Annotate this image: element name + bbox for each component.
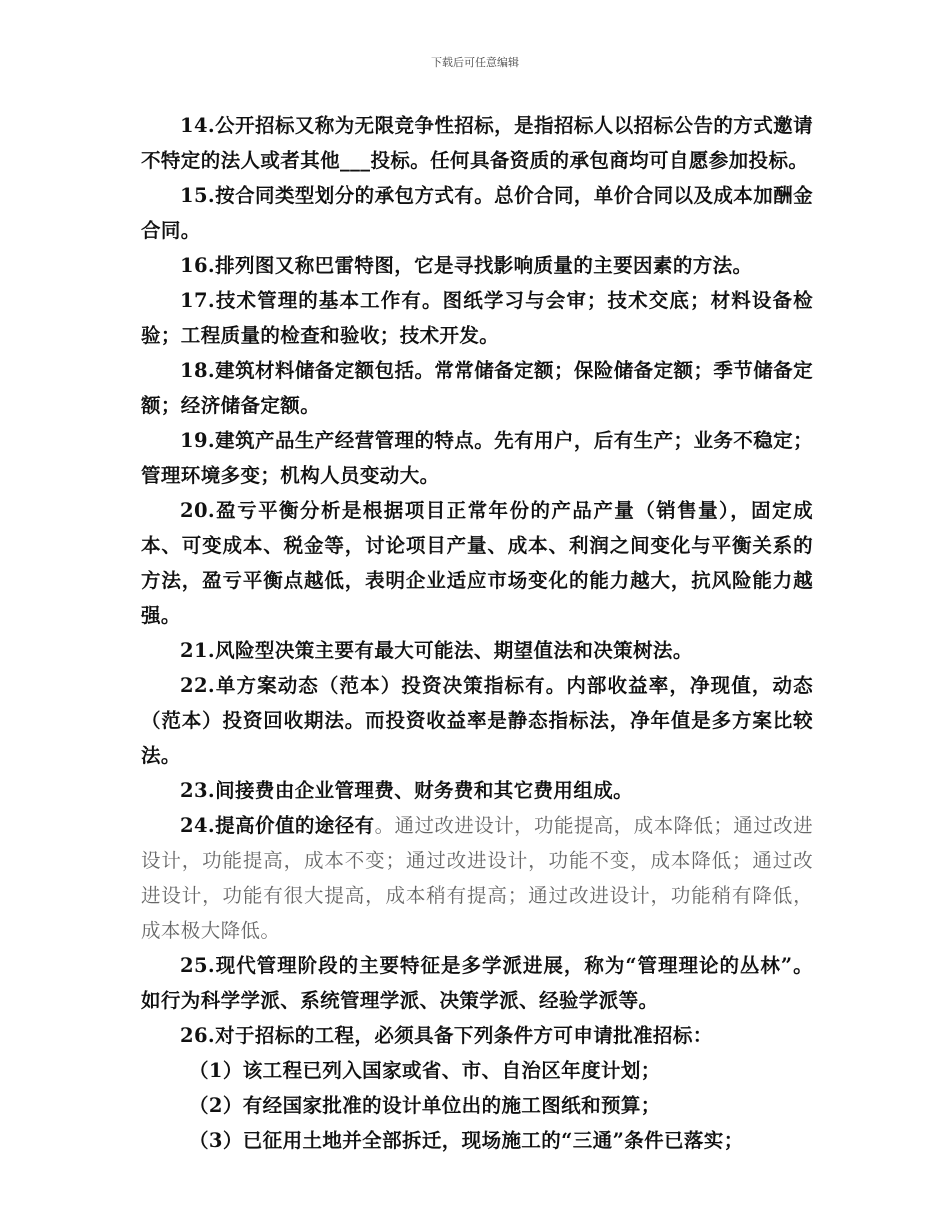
item-17: 17.技术管理的基本工作有。图纸学习与会审；技术交底；材料设备检验；工程质量的检查和验收；技术开发。 (141, 289, 813, 347)
item-19: 19.建筑产品生产经营管理的特点。先有用户，后有生产；业务不稳定；管理环境多变；机构人员变动大。 (141, 429, 813, 487)
page-header: 下载后可任意编辑 (431, 56, 519, 69)
item-26-sub-3: （3）已征用土地并全部拆迁，现场施工的“三通”条件已落实； (189, 1129, 744, 1152)
item-24-lead: 24.提高价值的途径有 (180, 814, 375, 837)
item-15: 15.按合同类型划分的承包方式有。总价合同，单价合同以及成本加酬金合同。 (141, 184, 813, 242)
item-24 (141, 808, 813, 948)
item-23: 23.间接费由企业管理费、财务费和其它费用组成。 (180, 779, 634, 802)
item-18: 18.建筑材料储备定额包括。常常储备定额；保险储备定额；季节储备定额；经济储备定额。 (141, 359, 813, 417)
item-14: 14.公开招标又称为无限竞争性招标，是指招标人以招标公告的方式邀请不特定的法人或者其他___投标。任何具备资质的承包商均可自愿参加投标。 (141, 114, 813, 172)
item-24-rest: 。通过改进设计，功能提高，成本降低；通过改进设计，功能提高，成本不变；通过改进设计，功能不变，成本降低；通过改进设计，功能有很大提高，成本稍有提高；通过改进设计，功能稍有降低，成本极大降低。 (141, 814, 813, 942)
item-25: 25.现代管理阶段的主要特征是多学派进展，称为“管理理论的丛林”。如行为科学学派、系统管理学派、决策学派、经验学派等。 (141, 954, 813, 1012)
item-16: 16.排列图又称巴雷特图，它是寻找影响质量的主要因素的方法。 (180, 254, 753, 277)
item-21: 21.风险型决策主要有最大可能法、期望值法和决策树法。 (180, 639, 693, 662)
item-22: 22.单方案动态（范本）投资决策指标有。内部收益率，净现值，动态（范本）投资回收期法。而投资收益率是静态指标法，净年值是多方案比较法。 (141, 674, 813, 767)
item-20: 20.盈亏平衡分析是根据项目正常年份的产品产量（销售量），固定成本、可变成本、税金等，讨论项目产量、成本、利润之间变化与平衡关系的方法，盈亏平衡点越低，表明企业适应市场变化的能力越大，抗风险能力越强。 (141, 499, 813, 627)
document-body (141, 108, 813, 1158)
item-26-sub-2: （2）有经国家批准的设计单位出的施工图纸和预算； (189, 1094, 661, 1117)
item-26-sub-1: （1）该工程已列入国家或省、市、自治区年度计划； (189, 1059, 661, 1082)
item-26: 26.对于招标的工程，必须具备下列条件方可申请批准招标： (180, 1024, 713, 1047)
